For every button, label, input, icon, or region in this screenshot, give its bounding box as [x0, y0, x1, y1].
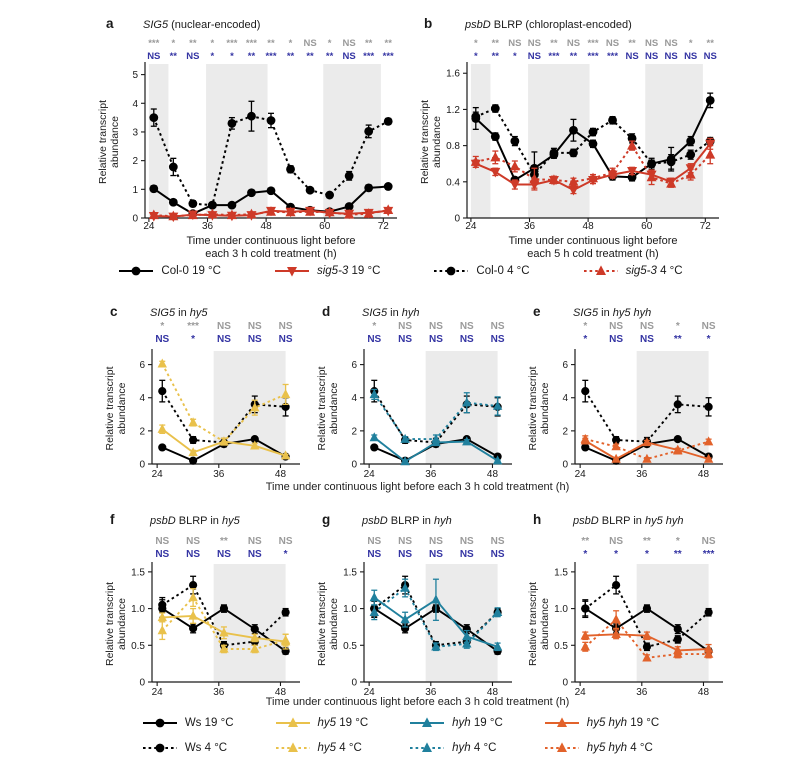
- sig-row-blue: [367, 549, 505, 560]
- sig-row-blue: [147, 51, 394, 62]
- svg-text:***: ***: [245, 38, 258, 49]
- svg-text:NS: NS: [155, 334, 170, 345]
- legend-marker-circle: [141, 715, 179, 731]
- legend-label: hyh 19 °C: [452, 717, 503, 729]
- svg-text:*: *: [706, 334, 711, 345]
- y-tick-label: 2: [351, 426, 357, 438]
- x-tick-label: 60: [319, 221, 331, 232]
- svg-text:**: **: [628, 38, 636, 49]
- svg-text:NS: NS: [684, 51, 698, 62]
- svg-text:NS: NS: [216, 321, 231, 332]
- legend-label: hy5 hyh 4 °C: [586, 742, 653, 754]
- x-tick-label: 36: [213, 469, 225, 480]
- svg-text:NS: NS: [342, 51, 356, 62]
- y-tick-label: 1.6: [446, 68, 460, 80]
- shared-xlabel-cde: Time under continuous light before each 3 h cold treatment (h): [265, 481, 570, 493]
- sig-row-blue: [155, 549, 287, 560]
- svg-text:**: **: [267, 38, 275, 49]
- legend-label: hy5 hyh 19 °C: [586, 717, 660, 729]
- svg-text:NS: NS: [278, 536, 293, 547]
- y-tick-label: 1.5: [131, 567, 145, 579]
- svg-text:NS: NS: [247, 321, 262, 332]
- y-tick-label: 0.4: [446, 177, 460, 189]
- x-axis-label: each 5 h cold treatment (h): [527, 248, 659, 260]
- y-tick-label: 0: [139, 459, 145, 471]
- sig-row-blue: [583, 334, 710, 345]
- y-axis-label: Relative transcript: [104, 366, 116, 451]
- svg-text:***: ***: [265, 51, 277, 62]
- legend-label: sig5-3 4 °C: [625, 265, 683, 277]
- y-axis-label: Relative transcript: [527, 581, 539, 667]
- legend-item-hy5_4: [274, 740, 369, 756]
- legend-label: hy5 4 °C: [317, 742, 362, 754]
- svg-text:***: ***: [587, 51, 599, 62]
- y-tick-label: 4: [139, 393, 145, 405]
- x-tick-label: 36: [201, 221, 214, 232]
- x-tick-label: 36: [636, 469, 648, 480]
- panel-c-chart: [95, 296, 308, 488]
- svg-text:*: *: [171, 38, 176, 49]
- panel-b-svg: [413, 8, 731, 266]
- legend-marker-triangle-up: [274, 740, 312, 756]
- svg-text:***: ***: [702, 549, 715, 560]
- x-tick-label: 36: [636, 687, 648, 698]
- sig-row-gray: [372, 321, 505, 332]
- svg-text:*: *: [675, 536, 680, 547]
- svg-text:*: *: [614, 549, 619, 560]
- legend-label: Col-0 19 °C: [161, 265, 221, 277]
- svg-text:NS: NS: [639, 334, 654, 345]
- panel-title: SIG5 in hy5: [150, 307, 208, 319]
- svg-text:***: ***: [148, 38, 160, 49]
- svg-text:*: *: [688, 38, 693, 49]
- svg-text:**: **: [364, 38, 373, 49]
- svg-text:NS: NS: [428, 334, 443, 345]
- svg-text:NS: NS: [367, 549, 382, 560]
- y-tick-label: 4: [132, 98, 138, 110]
- x-tick-label: 24: [151, 687, 163, 698]
- y-tick-label: 0: [351, 677, 357, 689]
- panel-title: psbD BLRP (chloroplast-encoded): [465, 19, 632, 31]
- svg-text:NS: NS: [490, 321, 505, 332]
- panel-title: psbD BLRP in hyh: [362, 515, 452, 527]
- x-tick-label: 24: [574, 687, 586, 698]
- sig-row-blue: [583, 549, 714, 560]
- svg-text:NS: NS: [278, 334, 293, 345]
- y-tick-label: 0: [454, 213, 460, 225]
- y-axis-label: abundance: [116, 598, 128, 650]
- y-tick-label: 4: [351, 393, 357, 405]
- y-axis-label: abundance: [109, 116, 121, 168]
- y-tick-label: 1.0: [554, 604, 568, 616]
- sig-row-gray: [155, 536, 293, 547]
- x-tick-label: 24: [363, 687, 375, 698]
- y-tick-label: 6: [139, 360, 145, 372]
- sig-row-blue: [367, 334, 505, 345]
- y-tick-label: 0.8: [446, 141, 460, 153]
- panel-letter: b: [424, 16, 433, 31]
- svg-text:***: ***: [382, 51, 394, 62]
- legend-item-hyh_19: [408, 715, 503, 731]
- svg-text:NS: NS: [398, 549, 413, 560]
- svg-text:NS: NS: [459, 549, 474, 560]
- legend-top: [0, 263, 800, 279]
- svg-text:NS: NS: [216, 549, 231, 560]
- panel-title: psbD BLRP in hy5: [150, 515, 240, 527]
- panel-h-chart: [518, 500, 731, 698]
- svg-text:*: *: [583, 549, 588, 560]
- x-tick-label: 24: [143, 221, 155, 232]
- y-tick-label: 0: [351, 459, 357, 471]
- legend-marker-triangle-up: [582, 263, 620, 279]
- svg-text:*: *: [160, 321, 165, 332]
- legend-item-hy5_19: [274, 715, 369, 731]
- y-tick-label: 1.0: [343, 604, 357, 616]
- svg-text:*: *: [210, 51, 215, 62]
- svg-text:NS: NS: [303, 38, 317, 49]
- sig-row-gray: [148, 38, 392, 49]
- svg-text:*: *: [288, 38, 293, 49]
- svg-text:**: **: [220, 536, 228, 547]
- panel-letter: g: [322, 512, 331, 527]
- y-axis-label: abundance: [539, 382, 551, 435]
- svg-text:***: ***: [606, 51, 619, 62]
- panel-d-svg: [307, 296, 520, 488]
- svg-text:NS: NS: [147, 51, 161, 62]
- svg-text:NS: NS: [367, 334, 382, 345]
- legend-marker-circle: [141, 740, 179, 756]
- x-tick-label: 48: [582, 221, 594, 232]
- panel-g-svg: [307, 500, 520, 698]
- svg-text:NS: NS: [703, 51, 717, 62]
- sig-row-blue: [155, 334, 293, 345]
- night-bands: [149, 64, 381, 218]
- panel-c-svg: [95, 296, 308, 488]
- legend-item-col0_19: [117, 263, 221, 279]
- legend-item-hyh_4: [408, 740, 503, 756]
- legend-item-ws_19: [141, 715, 234, 731]
- x-tick-label: 24: [465, 221, 477, 232]
- svg-text:NS: NS: [605, 38, 620, 49]
- legend-label: Ws 4 °C: [184, 742, 228, 754]
- y-tick-label: 0.5: [554, 640, 568, 652]
- svg-text:NS: NS: [367, 536, 382, 547]
- legend-marker-triangle-up: [274, 715, 312, 731]
- svg-text:***: ***: [226, 38, 238, 49]
- x-tick-label: 48: [274, 469, 287, 480]
- panel-letter: d: [322, 304, 331, 319]
- x-tick-label: 72: [699, 221, 711, 232]
- sig-row-gray: [581, 536, 716, 547]
- svg-text:*: *: [513, 51, 517, 62]
- sig-row-gray: [367, 536, 505, 547]
- svg-text:NS: NS: [428, 536, 443, 547]
- svg-text:**: **: [569, 51, 578, 62]
- x-tick-label: 24: [574, 469, 586, 480]
- y-axis-label: abundance: [328, 382, 340, 435]
- sig-row-gray: [160, 321, 293, 332]
- svg-text:*: *: [191, 334, 196, 345]
- svg-text:**: **: [247, 51, 256, 62]
- svg-text:NS: NS: [490, 334, 505, 345]
- panel-b-chart: [413, 8, 731, 266]
- x-tick-label: 48: [274, 687, 287, 698]
- x-tick-label: 48: [260, 221, 272, 232]
- x-tick-label: 48: [486, 469, 499, 480]
- svg-text:*: *: [583, 321, 588, 332]
- svg-text:NS: NS: [278, 321, 293, 332]
- y-tick-label: 2: [562, 426, 568, 438]
- x-axis-label: each 3 h cold treatment (h): [205, 248, 337, 260]
- svg-text:**: **: [673, 549, 682, 560]
- y-axis-label: Relative transcript: [316, 581, 328, 667]
- svg-text:NS: NS: [186, 51, 200, 62]
- svg-text:**: **: [491, 51, 500, 62]
- y-tick-label: 0: [562, 677, 568, 689]
- x-tick-label: 72: [377, 221, 389, 232]
- x-tick-label: 48: [486, 687, 499, 698]
- panel-letter: c: [110, 304, 118, 319]
- svg-text:**: **: [491, 38, 500, 49]
- svg-text:NS: NS: [609, 321, 624, 332]
- legend-marker-triangle-up: [408, 715, 446, 731]
- panel-a-chart: [95, 8, 410, 266]
- svg-text:NS: NS: [701, 536, 716, 547]
- svg-text:NS: NS: [609, 536, 624, 547]
- svg-text:NS: NS: [247, 334, 262, 345]
- panel-letter: h: [533, 512, 542, 527]
- y-tick-label: 1.5: [343, 567, 357, 579]
- svg-text:NS: NS: [490, 536, 505, 547]
- panel-title: psbD BLRP in hy5 hyh: [573, 515, 684, 527]
- x-tick-label: 48: [697, 469, 710, 480]
- svg-text:NS: NS: [155, 536, 170, 547]
- svg-text:*: *: [644, 549, 649, 560]
- svg-text:***: ***: [363, 51, 375, 62]
- y-tick-label: 0.5: [131, 640, 145, 652]
- y-tick-label: 2: [132, 156, 138, 168]
- panel-d-chart: [307, 296, 520, 488]
- svg-text:***: ***: [548, 51, 560, 62]
- panel-f-svg: [95, 500, 308, 698]
- panel-e-chart: [518, 296, 731, 488]
- y-axis-label: Relative transcript: [104, 581, 116, 667]
- x-tick-label: 24: [151, 469, 163, 480]
- y-tick-label: 0.5: [343, 640, 357, 652]
- legend-label: Col-0 4 °C: [476, 265, 530, 277]
- y-tick-label: 1: [132, 184, 138, 196]
- y-tick-label: 1.0: [131, 604, 145, 616]
- svg-text:***: ***: [187, 321, 199, 332]
- svg-text:**: **: [169, 51, 178, 62]
- panel-h-svg: [518, 500, 731, 698]
- legend-label: Ws 19 °C: [184, 717, 234, 729]
- svg-text:NS: NS: [645, 51, 659, 62]
- svg-text:**: **: [325, 51, 334, 62]
- panel-a-svg: [95, 8, 410, 266]
- svg-text:NS: NS: [609, 334, 624, 345]
- svg-text:**: **: [286, 51, 295, 62]
- sig-row-blue: [474, 51, 717, 62]
- y-tick-label: 1.5: [554, 567, 568, 579]
- svg-text:NS: NS: [664, 51, 678, 62]
- y-tick-label: 1.2: [446, 104, 460, 116]
- shared-xlabel-fgh: Time under continuous light before each 3 h cold treatment (h): [265, 696, 570, 708]
- svg-text:NS: NS: [398, 536, 413, 547]
- svg-text:**: **: [384, 38, 392, 49]
- panel-letter: f: [110, 512, 115, 527]
- x-axis-label: Time under continuous light before: [508, 235, 678, 247]
- y-axis-label: abundance: [431, 116, 443, 168]
- legend-marker-triangle-up: [543, 715, 581, 731]
- y-axis-label: Relative transcript: [316, 366, 328, 451]
- x-axis-label: Time under continuous light before: [186, 235, 356, 247]
- svg-text:NS: NS: [625, 51, 639, 62]
- svg-text:NS: NS: [155, 549, 170, 560]
- svg-text:**: **: [706, 38, 714, 49]
- x-tick-label: 36: [425, 469, 437, 480]
- y-tick-label: 5: [132, 70, 138, 82]
- svg-text:NS: NS: [398, 321, 413, 332]
- svg-text:NS: NS: [247, 549, 262, 560]
- svg-text:*: *: [283, 549, 288, 560]
- svg-text:NS: NS: [428, 321, 443, 332]
- legend-item-h5h_4: [543, 740, 659, 756]
- svg-text:NS: NS: [508, 38, 522, 49]
- svg-text:*: *: [372, 321, 377, 332]
- sig-row-gray: [583, 321, 716, 332]
- y-axis-label: Relative transcript: [97, 99, 109, 185]
- svg-text:*: *: [473, 38, 478, 49]
- svg-text:*: *: [210, 38, 215, 49]
- y-axis-label: abundance: [328, 598, 340, 650]
- legend-item-ws_4: [141, 740, 234, 756]
- y-axis-label: abundance: [539, 598, 551, 650]
- svg-text:NS: NS: [428, 549, 443, 560]
- panel-letter: e: [533, 304, 541, 319]
- svg-text:NS: NS: [490, 549, 505, 560]
- y-tick-label: 6: [351, 360, 357, 372]
- svg-text:NS: NS: [664, 38, 678, 49]
- svg-text:NS: NS: [216, 334, 231, 345]
- x-tick-label: 24: [363, 469, 375, 480]
- legend-marker-triangle-up: [408, 740, 446, 756]
- legend-marker-triangle-down: [273, 263, 311, 279]
- panel-title: SIG5 (nuclear-encoded): [143, 19, 261, 31]
- panel-g-chart: [307, 500, 520, 698]
- panel-letter: a: [106, 16, 114, 31]
- svg-text:NS: NS: [186, 549, 201, 560]
- y-tick-label: 0: [562, 459, 568, 471]
- panel-f-chart: [95, 500, 308, 698]
- x-tick-label: 36: [425, 687, 437, 698]
- svg-text:NS: NS: [566, 38, 581, 49]
- y-tick-label: 3: [132, 127, 138, 139]
- svg-text:NS: NS: [186, 536, 201, 547]
- y-axis-label: abundance: [116, 382, 128, 435]
- svg-text:**: **: [189, 38, 197, 49]
- svg-text:**: **: [306, 51, 314, 62]
- night-bands: [637, 564, 709, 682]
- y-tick-label: 6: [562, 360, 568, 372]
- legend-item-sig5_4: [582, 263, 683, 279]
- svg-text:*: *: [327, 38, 332, 49]
- x-tick-label: 36: [213, 687, 225, 698]
- legend-label: hy5 19 °C: [317, 717, 369, 729]
- svg-text:NS: NS: [342, 38, 356, 49]
- svg-text:NS: NS: [527, 51, 541, 62]
- y-tick-label: 2: [139, 426, 145, 438]
- panel-e-svg: [518, 296, 731, 488]
- svg-text:NS: NS: [247, 536, 262, 547]
- svg-text:**: **: [673, 334, 682, 345]
- panel-title: SIG5 in hyh: [362, 307, 420, 319]
- svg-text:***: ***: [587, 38, 599, 49]
- y-axis-label: Relative transcript: [419, 99, 431, 185]
- svg-text:*: *: [473, 51, 478, 62]
- legend-marker-triangle-up: [543, 740, 581, 756]
- legend-bottom: [0, 715, 800, 756]
- y-tick-label: 4: [562, 393, 568, 405]
- legend-label: sig5-3 19 °C: [316, 265, 381, 277]
- svg-text:*: *: [675, 321, 680, 332]
- svg-text:*: *: [583, 334, 588, 345]
- night-bands: [471, 64, 703, 218]
- legend-label: hyh 4 °C: [452, 742, 497, 754]
- legend-marker-circle: [117, 263, 155, 279]
- legend-item-col0_4: [432, 263, 529, 279]
- svg-text:NS: NS: [459, 321, 474, 332]
- legend-marker-circle: [432, 263, 470, 279]
- svg-text:**: **: [643, 536, 651, 547]
- svg-text:NS: NS: [645, 38, 659, 49]
- y-tick-label: 0: [139, 677, 145, 689]
- svg-text:NS: NS: [639, 321, 654, 332]
- svg-text:NS: NS: [459, 334, 474, 345]
- panel-title: SIG5 in hy5 hyh: [573, 307, 652, 319]
- x-tick-label: 36: [523, 221, 536, 232]
- legend-item-sig5_19: [273, 263, 380, 279]
- y-axis-label: Relative transcript: [527, 366, 539, 451]
- svg-text:NS: NS: [398, 334, 413, 345]
- svg-text:NS: NS: [701, 321, 716, 332]
- svg-text:NS: NS: [527, 38, 541, 49]
- y-tick-label: 0: [132, 213, 138, 225]
- legend-item-h5h_19: [543, 715, 659, 731]
- svg-text:**: **: [550, 38, 558, 49]
- sig-row-gray: [474, 38, 714, 49]
- svg-text:**: **: [581, 536, 590, 547]
- svg-text:NS: NS: [459, 536, 474, 547]
- x-tick-label: 60: [641, 221, 653, 232]
- svg-text:*: *: [230, 51, 234, 62]
- x-tick-label: 48: [697, 687, 710, 698]
